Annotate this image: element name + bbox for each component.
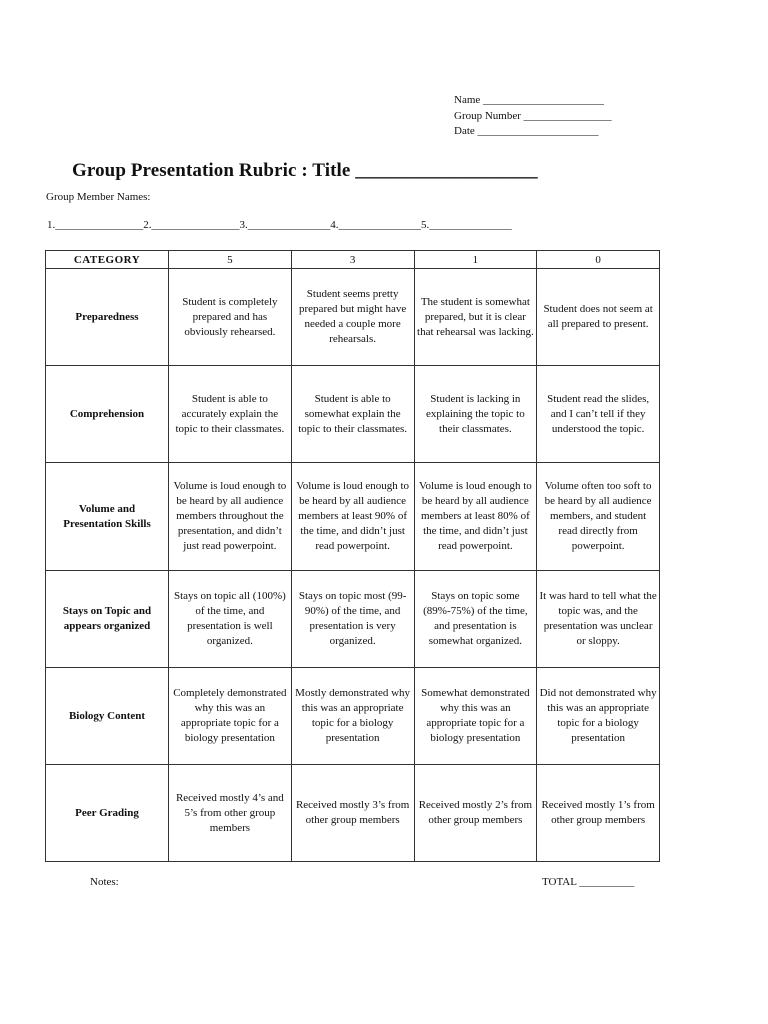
category-cell: Peer Grading: [46, 765, 169, 862]
table-header-row: [46, 251, 660, 269]
page-title: Group Presentation Rubric : Title ___________________: [72, 160, 538, 181]
criteria-cell: Stays on topic most (99-90%) of the time, and presentation is very organized.: [291, 571, 414, 668]
total-label: TOTAL __________: [542, 876, 635, 888]
criteria-cell: Received mostly 1’s from other group members: [537, 765, 660, 862]
criteria-cell: Received mostly 3’s from other group members: [291, 765, 414, 862]
criteria-cell: Received mostly 4’s and 5’s from other group members: [169, 765, 292, 862]
criteria-cell: Student does not seem at all prepared to present.: [537, 269, 660, 366]
criteria-cell: Student read the slides, and I can’t tell if they understood the topic.: [537, 366, 660, 463]
category-cell: Volume and Presentation Skills: [46, 463, 169, 571]
member-name-slots: 1.________________2.________________3._______________4._______________5._______________: [47, 219, 512, 231]
criteria-cell: It was hard to tell what the topic was, and the presentation was unclear or sloppy.: [537, 571, 660, 668]
criteria-cell: Did not demonstrated why this was an appropriate topic for a biology presentation: [537, 668, 660, 765]
table-row: [46, 668, 660, 765]
score-header: 1: [414, 251, 537, 269]
date-line: Date ______________________: [454, 125, 599, 137]
criteria-cell: Student is able to somewhat explain the topic to their classmates.: [291, 366, 414, 463]
group-number-line: Group Number ________________: [454, 109, 612, 122]
criteria-cell: Student is lacking in explaining the topic to their classmates.: [414, 366, 537, 463]
header-fields: [454, 93, 612, 140]
rubric-table: [45, 250, 660, 862]
table-row: [46, 269, 660, 366]
criteria-cell: Volume often too soft to be heard by all audience members, and student read directly from powerpoint.: [537, 463, 660, 571]
score-header: 0: [537, 251, 660, 269]
criteria-cell: Stays on topic some (89%-75%) of the time, and presentation is somewhat organized.: [414, 571, 537, 668]
criteria-cell: Volume is loud enough to be heard by all audience members at least 90% of the time, and didn’t just read powerpoint.: [291, 463, 414, 571]
table-row: [46, 366, 660, 463]
criteria-cell: Student seems pretty prepared but might have needed a couple more rehearsals.: [291, 269, 414, 366]
criteria-cell: Mostly demonstrated why this was an appropriate topic for a biology presentation: [291, 668, 414, 765]
category-cell: Preparedness: [46, 269, 169, 366]
table-row: [46, 765, 660, 862]
criteria-cell: The student is somewhat prepared, but it is clear that rehearsal was lacking.: [414, 269, 537, 366]
table-row: [46, 463, 660, 571]
criteria-cell: Student is able to accurately explain the topic to their classmates.: [169, 366, 292, 463]
criteria-cell: Completely demonstrated why this was an appropriate topic for a biology presentation: [169, 668, 292, 765]
category-cell: Biology Content: [46, 668, 169, 765]
score-header: 5: [169, 251, 292, 269]
category-cell: Stays on Topic and appears organized: [46, 571, 169, 668]
group-members-label: Group Member Names:: [46, 191, 151, 203]
criteria-cell: Volume is loud enough to be heard by all audience members at least 80% of the time, and didn’t just read powerpoint.: [414, 463, 537, 571]
category-header: CATEGORY: [46, 251, 169, 269]
score-header: 3: [291, 251, 414, 269]
criteria-cell: Student is completely prepared and has obviously rehearsed.: [169, 269, 292, 366]
table-row: [46, 571, 660, 668]
criteria-cell: Volume is loud enough to be heard by all audience members throughout the presentation, and didn’t just read powerpoint.: [169, 463, 292, 571]
notes-label: Notes:: [90, 876, 119, 888]
name-line: Name ______________________: [454, 94, 605, 106]
criteria-cell: Somewhat demonstrated why this was an appropriate topic for a biology presentation: [414, 668, 537, 765]
criteria-cell: Stays on topic all (100%) of the time, and presentation is well organized.: [169, 571, 292, 668]
category-cell: Comprehension: [46, 366, 169, 463]
criteria-cell: Received mostly 2’s from other group members: [414, 765, 537, 862]
